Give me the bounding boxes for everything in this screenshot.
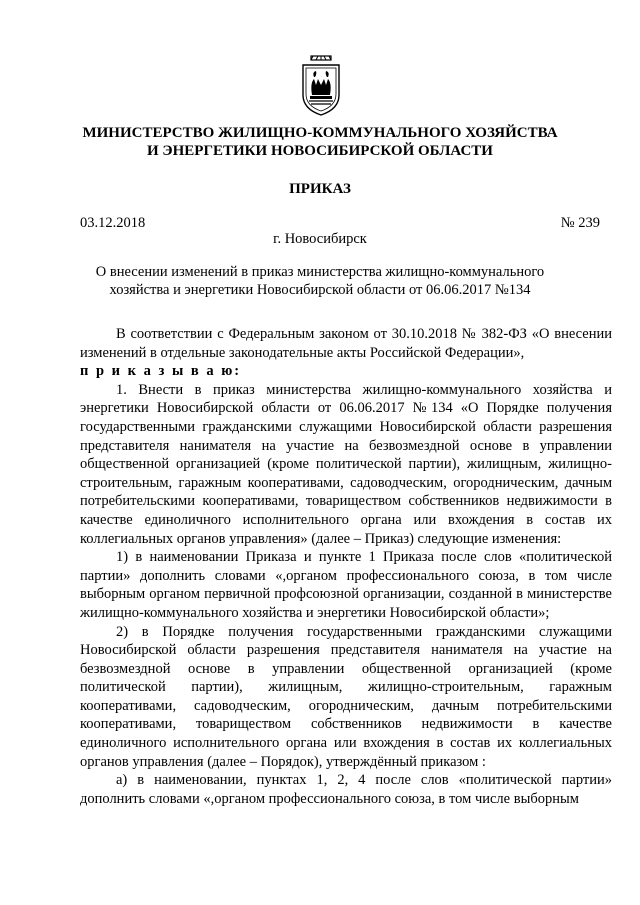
ministry-name-line2: И ЭНЕРГЕТИКИ НОВОСИБИРСКОЙ ОБЛАСТИ — [147, 143, 493, 159]
preamble-paragraph — [80, 325, 612, 381]
item-1-2-a-paragraph: а) в наименовании, пунктах 1, 2, 4 после слов «политической партии» дополнить словами «,органом профессионального союза, в том числе выборным — [80, 772, 612, 807]
ministry-name-line1: МИНИСТЕРСТВО ЖИЛИЩНО-КОММУНАЛЬНОГО ХОЗЯЙСТВА — [82, 125, 558, 141]
subject-line2: хозяйства и энергетики Новосибирской области от 06.06.2017 №134 — [109, 281, 531, 298]
item-1-1-paragraph: 1) в наименовании Приказа и пункте 1 Приказа после слов «политической партии» дополнить словами «,органом профессионального союза, в том числе выборным органом первичной профсоюзной организации, созданной в министерстве жилищно-коммунального хозяйства и энергетики Новосибирской области»; — [80, 549, 612, 621]
subject-line1: О внесении изменений в приказ министерства жилищно-коммунального — [95, 264, 545, 280]
order-keyword: п р и к а з ы в а ю: — [80, 363, 242, 380]
document-date: 03.12.2018 — [80, 215, 146, 231]
ministry-name — [0, 124, 640, 160]
document-type: ПРИКАЗ — [289, 181, 351, 197]
document-subject — [0, 264, 640, 299]
document-city: г. Новосибирск — [273, 231, 367, 247]
item-1-paragraph: 1. Внести в приказ министерства жилищно-коммунального хозяйства и энергетики Новосибирской области от 06.06.2017 №134 «О Порядке получения государственными гражданскими служащими Новосибирской области разрешения представителя нанимателя на участие на безвозмездной основе в управлении общественной организацией (кроме политической партии), жилищным, жилищно-строительным, гаражным кооперативами, садоводческим, огородническим, дачным потребительскими кооперативами, товариществом собственников недвижимости в качестве единоличного исполнительного органа или вхождения в состав их коллегиальных органов управления» (далее – Приказ) следующие изменения: — [80, 381, 612, 547]
coat-of-arms-icon — [300, 55, 342, 117]
preamble-text: В соответствии с Федеральным законом от 30.10.2018 № 382-ФЗ «О внесении изменений в отдельные законодательные акты Российской Федерации», — [80, 326, 612, 361]
document-number: № 239 — [560, 215, 600, 231]
item-1-2-paragraph: 2) в Порядке получения государственными гражданскими служащими Новосибирской области разрешения представителя нанимателя на участие на безвозмездной основе в управлении общественной организацией (кроме политической партии), жилищным, жилищно-строительным, гаражным кооперативами, садоводческим, огородническим, дачным потребительскими кооперативами, товариществом собственников недвижимости в качестве единоличного исполнительного органа или вхождения в состав их коллегиальных органов управления (далее – Порядок), утверждённый приказом : — [80, 623, 612, 770]
document-body — [80, 325, 612, 808]
